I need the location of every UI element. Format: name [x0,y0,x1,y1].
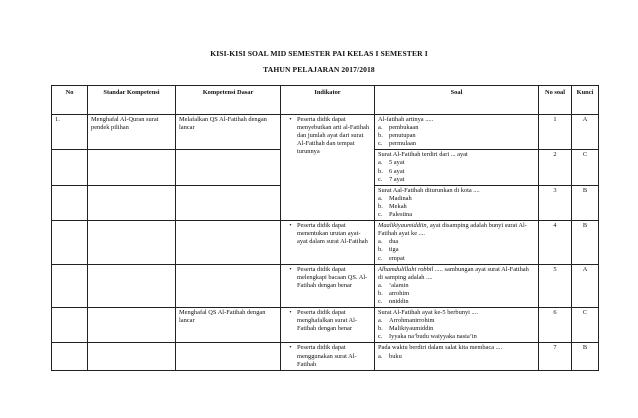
kompetensi-dasar-cell: Melafalkan QS Al-Fatihah dengan lancar [176,115,281,150]
document-title: KISI-KISI SOAL MID SEMESTER PAI KELAS I SEMESTER I [210,49,428,58]
soal-cell [375,150,539,185]
soal-cell [375,343,539,370]
indikator-text: Peserta didik dapat menentukan urutan ayat-ayat dalam surat Al-Fatihah [297,222,368,246]
question-text: Surat Al-Fatihah terdiri dari ... ayat [378,151,468,159]
table-row [52,264,599,307]
indikator-cell [281,308,375,343]
table-row [52,343,599,370]
indikator-text: Peserta didik dapat menyebutkan arti al-Fatihah dan jumlah ayat dari surat Al-Fatihah dan tempat turunnya [297,116,370,156]
question-number: 4 [539,221,572,264]
answer-key: C [572,150,599,185]
question-number: 5 [539,264,572,307]
soal-cell [375,185,539,220]
option-item: a. Arrohmanirrohim [378,317,435,325]
bullet-icon: • [289,344,292,352]
kompetensi-dasar-cell: Menghafal QS Al-Fatihah dengan lancar [176,308,281,343]
option-item: a. pembukaan [378,124,419,132]
option-item: c. nniddin [378,297,409,305]
question-text: Alhamdulillahi robbil ..... sambungan ayat surat Al-Fatihah di samping adalah .... [378,265,529,281]
indikator-cell [281,264,375,307]
option-item: a. Madinah [378,194,412,202]
option-item: c. 7 ayat [378,175,405,183]
option-item: c. empat [378,254,405,262]
header-standar-kompetensi: Standar Kompetensi [88,86,176,115]
bullet-icon: • [289,222,292,230]
table-row [52,221,599,264]
option-item: a. 5 ayat [378,159,405,167]
bullet-icon: • [289,116,292,123]
indikator-cell [281,343,375,370]
answer-key: A [572,115,599,150]
header-no: No [52,86,88,115]
question-text: Surat Al-Fatihah ayat ke-5 berbunyi .... [378,309,478,317]
question-number: 7 [539,343,572,370]
indikator-text: Peserta didik dapat menghafalkan surat Al-Fatihah dengan benar [297,309,357,333]
option-item: b. Mekah [378,202,407,210]
header-indikator: Indikator [281,86,375,115]
soal-cell [375,308,539,343]
option-item: b. 6 ayat [378,167,405,175]
question-number: 3 [539,185,572,220]
answer-key: B [572,221,599,264]
answer-key: C [572,308,599,343]
option-item: c. Palestina [378,211,413,219]
table-row [52,308,599,343]
option-item: c. permulaan [378,140,416,148]
table-header-row [52,86,599,115]
question-number: 6 [539,308,572,343]
option-item: b. arrohim [378,289,410,297]
answer-key: A [572,264,599,307]
indikator-cell [281,221,375,264]
option-item: a. buku [378,352,402,360]
soal-cell [375,264,539,307]
answer-key: B [572,343,599,370]
option-item: a. ‘alamin [378,281,409,289]
soal-cell [375,115,539,150]
answer-key: B [572,185,599,220]
table-row [52,115,599,150]
option-item: b. tiga [378,246,399,254]
bullet-icon: • [289,265,292,273]
kisi-kisi-table [51,85,599,371]
question-text: Maalikiyaumiddiin, ayat disamping adalah bunyi surat Al-Fatihah ayat ke .... [378,222,527,238]
question-text: Al-fatihah artinya ..... [378,116,434,123]
option-item: b. penutupan [378,132,416,140]
header-no-soal: No soal [539,86,572,115]
option-item: b. Malikiyaumiddin [378,325,434,333]
option-item: c. Iyyaka na’budu waiyyaka nasta’in [378,333,477,341]
row-number: 1. [52,115,88,150]
header-soal: Soal [375,86,539,115]
question-number: 2 [539,150,572,185]
question-text: Pada waktu berdiri dalam salat kita membaca .... [378,344,503,352]
bullet-icon: • [289,309,292,317]
header-kunci: Kunci [572,86,599,115]
standar-kompetensi-cell: Menghafal Al-Quran surat pendek pilihan [88,115,176,150]
soal-cell [375,221,539,264]
question-number: 1 [539,115,572,150]
indikator-cell [281,115,375,221]
option-item: a. dua [378,238,399,246]
document-subtitle: TAHUN PELAJARAN 2017/2018 [263,65,375,74]
indikator-text: Peserta didik dapat melengkapi bacaan QS. Al-Fatihah dengan benar [297,265,368,289]
indikator-text: Peserta didik dapat menggunakan surat Al-Fatihah [297,344,357,368]
question-text: Surat Aal-Fatihah diturunkan di kota .... [378,186,480,194]
header-kompetensi-dasar: Kompetensi Dasar [176,86,281,115]
